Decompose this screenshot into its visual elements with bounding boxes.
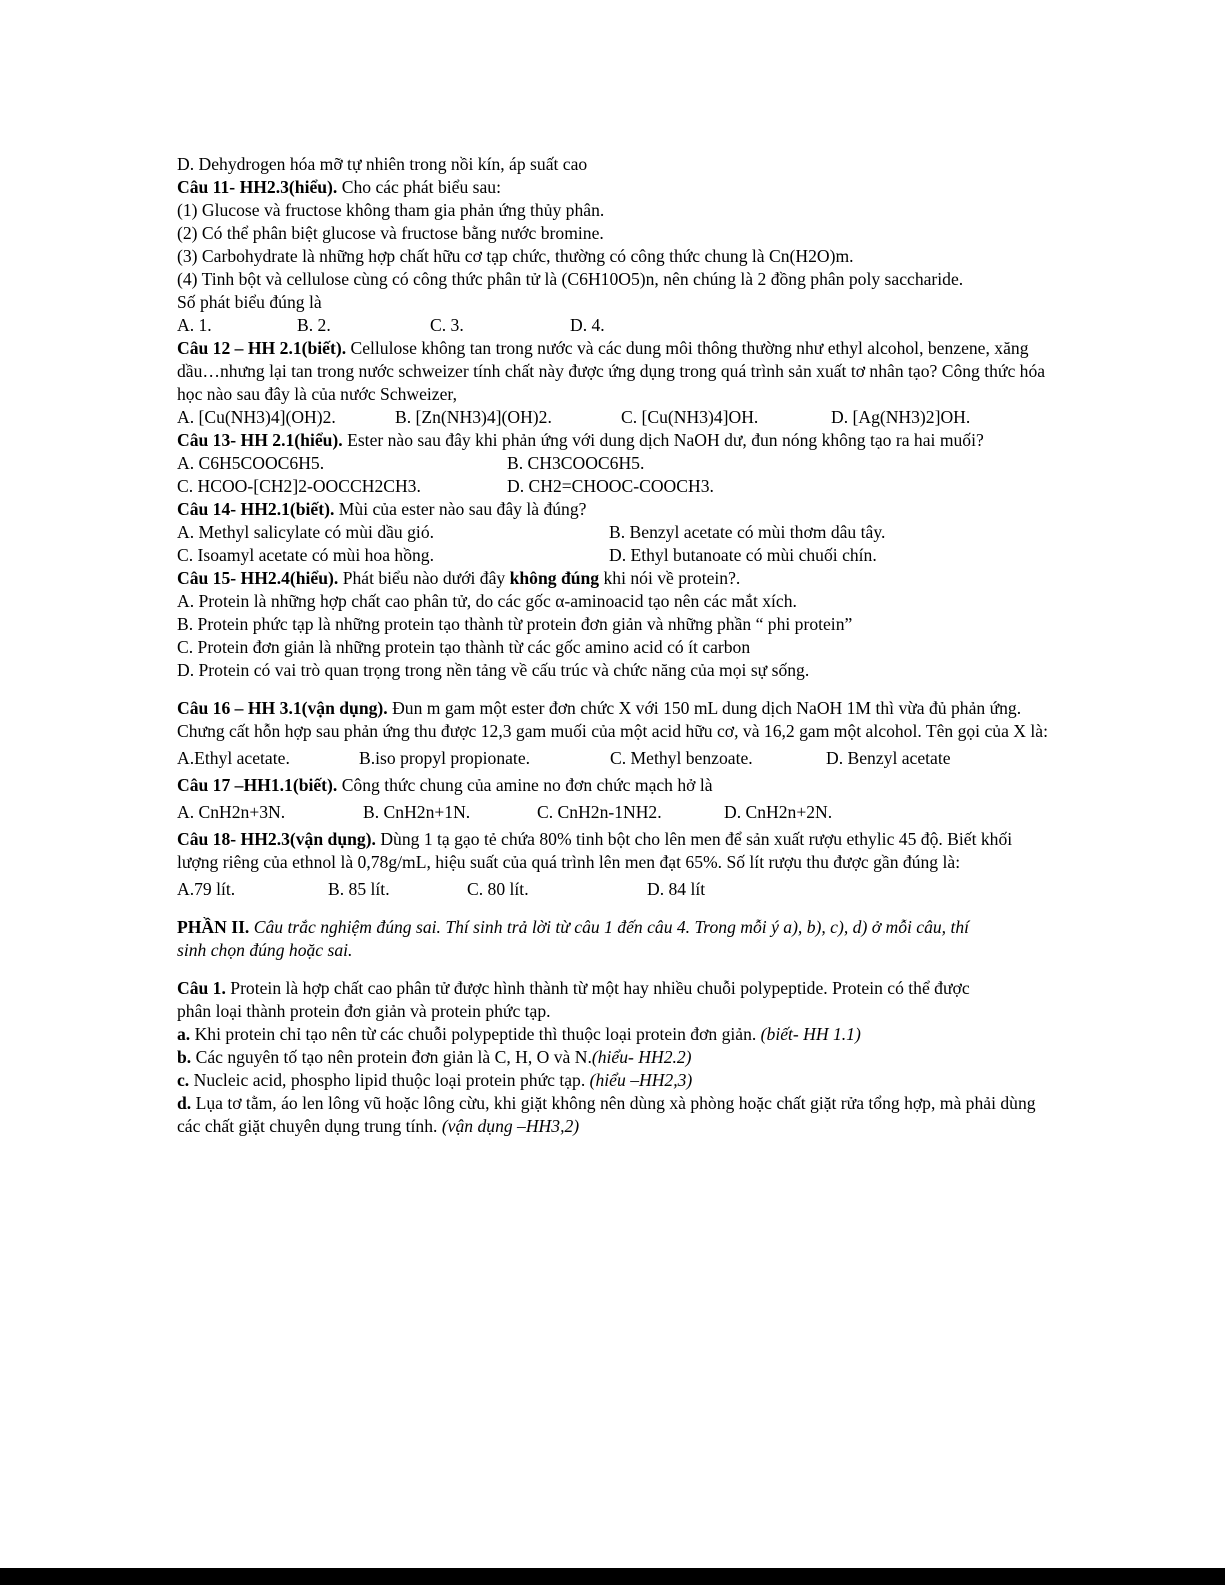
q11-option-c: C. 3. (430, 315, 464, 335)
q15-option-d: D. Protein có vai trò quan trọng trong nền tảng về cấu trúc và chức năng của mọi sự sống. (177, 660, 810, 680)
p2-q1-item-c (177, 1069, 1057, 1092)
q16-option-b: B.iso propyl propionate. (359, 748, 531, 768)
exam-page (177, 153, 1057, 1138)
q14-option-b: B. Benzyl acetate có mùi thơm dâu tây. (609, 522, 886, 542)
p2-q1-b-text: Các nguyên tố tạo nên protein đơn giản là C, H, O và N. (191, 1047, 592, 1067)
q14-options-row-1 (177, 521, 1057, 544)
p2-q1-header (177, 977, 1002, 1023)
q15-option-c: C. Protein đơn giản là những protein tạo thành từ các gốc amino acid có ít carbon (177, 637, 751, 657)
q18-header (177, 828, 1057, 874)
p2-q1-a-tag: (biết- HH 1.1) (760, 1024, 861, 1044)
part2-instructions (177, 916, 977, 962)
q13-option-c: C. HCOO-[CH2]2-OOCCH2CH3. (177, 476, 421, 496)
q15-stem-part-2: khi nói về protein?. (599, 568, 741, 588)
p2-q1-item-b (177, 1046, 1057, 1069)
p2-q1-c-tag: (hiểu –HH2,3) (589, 1070, 693, 1090)
q14-label: Câu 14- HH2.1(biết). (177, 499, 335, 519)
q11-option-b: B. 2. (297, 315, 331, 335)
p2-q1-stem: Protein là hợp chất cao phân tử được hình thành từ một hay nhiều chuỗi polypeptide. Protein có thể được phân loại thành protein đơn giản và protein phức tạp. (177, 978, 970, 1021)
q15-stem-part-1: Phát biểu nào dưới đây (338, 568, 510, 588)
q17-option-d: D. CnH2n+2N. (724, 802, 833, 822)
q18-label: Câu 18- HH2.3(vận dụng). (177, 829, 376, 849)
q12-option-a: A. [Cu(NH3)4](OH)2. (177, 407, 336, 427)
q11-question: Số phát biểu đúng là (177, 292, 322, 312)
q13-option-a: A. C6H5COOC6H5. (177, 453, 325, 473)
q12-options (177, 406, 1057, 429)
q15-stem-emphasis: không đúng (509, 568, 600, 588)
q16-option-a: A.Ethyl acetate. (177, 748, 290, 768)
q17-option-c: C. CnH2n-1NH2. (537, 802, 662, 822)
p2-q1-item-a (177, 1023, 1057, 1046)
q17-stem: Công thức chung của amine no đơn chức mạch hở là (337, 775, 713, 795)
q13-option-d: D. CH2=CHOOC-COOCH3. (507, 476, 714, 496)
q18-option-b: B. 85 lít. (328, 879, 390, 899)
q14-option-a: A. Methyl salicylate có mùi dầu gió. (177, 522, 435, 542)
part2-instruction-text: Câu trắc nghiệm đúng sai. Thí sinh trả lời từ câu 1 đến câu 4. Trong mỗi ý a), b), c), d) ở mỗi câu, thí sinh chọn đúng hoặc sai. (177, 917, 970, 960)
q15-option-b: B. Protein phức tạp là những protein tạo thành từ protein đơn giản và những phần “ phi protein” (177, 614, 853, 634)
q11-statement-2: (2) Có thể phân biệt glucose và fructose bằng nước bromine. (177, 223, 604, 243)
p2-q1-d-tag: (vận dụng –HH3,2) (441, 1116, 580, 1136)
q15-header (177, 567, 1057, 590)
q13-stem: Ester nào sau đây khi phản ứng với dung dịch NaOH dư, đun nóng không tạo ra hai muối? (342, 430, 984, 450)
part2-label: PHẦN II. (177, 917, 250, 937)
p2-q1-b-label: b. (177, 1047, 192, 1067)
q15-label: Câu 15- HH2.4(hiểu). (177, 568, 339, 588)
q11-statement-4: (4) Tinh bột và cellulose cùng có công thức phân tử là (C6H10O5)n, nên chúng là 2 đồng phân poly saccharide. (177, 269, 964, 289)
p2-q1-b-tag: (hiểu- HH2.2) (591, 1047, 692, 1067)
q16-option-d: D. Benzyl acetate (826, 748, 951, 768)
q18-option-a: A.79 lít. (177, 879, 236, 899)
q12-option-b: B. [Zn(NH3)4](OH)2. (395, 407, 552, 427)
q16-options (177, 747, 1057, 770)
q17-options (177, 801, 1057, 824)
q12-stem: Cellulose không tan trong nước và các dung môi thông thường như ethyl alcohol, benzene, xăng dầu…nhưng lại tan trong nước schweizer tính chất này được ứng dụng trong quá trình sản xuất tơ nhân tạo? Công thức hóa học nào sau đây là của nước Schweizer, (177, 338, 1046, 404)
q18-options (177, 878, 1057, 901)
q14-option-d: D. Ethyl butanoate có mùi chuối chín. (609, 545, 877, 565)
p2-q1-c-text: Nucleic acid, phospho lipid thuộc loại protein phức tạp. (189, 1070, 590, 1090)
q14-options-row-2 (177, 544, 1057, 567)
q12-header (177, 337, 1057, 406)
q12-option-d: D. [Ag(NH3)2]OH. (831, 407, 971, 427)
q17-label: Câu 17 –HH1.1(biết). (177, 775, 338, 795)
q16-stem: Đun m gam một ester đơn chức X với 150 mL dung dịch NaOH 1M thì vừa đủ phản ứng. Chưng cất hỗn hợp sau phản ứng thu được 12,3 gam muối của một acid hữu cơ, và 16,2 gam một alcohol. Tên gọi của X là: (177, 698, 1048, 741)
q10-option-d: D. Dehydrogen hóa mỡ tự nhiên trong nồi kín, áp suất cao (177, 154, 588, 174)
p2-q1-d-label: d. (177, 1093, 192, 1113)
q17-option-b: B. CnH2n+1N. (363, 802, 471, 822)
p2-q1-item-d (177, 1092, 1057, 1138)
q17-header (177, 774, 1057, 797)
p2-q1-label: Câu 1. (177, 978, 226, 998)
q13-options-row-2 (177, 475, 1057, 498)
q14-stem: Mùi của ester nào sau đây là đúng? (334, 499, 587, 519)
q11-statement-3: (3) Carbohydrate là những hợp chất hữu cơ tạp chức, thường có công thức chung là Cn(H2O)m. (177, 246, 854, 266)
p2-q1-d-text: Lụa tơ tằm, áo len lông vũ hoặc lông cừu, khi giặt không nên dùng xà phòng hoặc chất giặt rửa tổng hợp, mà phải dùng các chất giặt chuyên dụng trung tính. (177, 1093, 1036, 1136)
q12-label: Câu 12 – HH 2.1(biết). (177, 338, 347, 358)
q14-option-c: C. Isoamyl acetate có mùi hoa hồng. (177, 545, 434, 565)
q14-header (177, 498, 1057, 521)
p2-q1-a-text: Khi protein chỉ tạo nên từ các chuỗi polypeptide thì thuộc loại protein đơn giản. (190, 1024, 761, 1044)
q13-option-b: B. CH3COOC6H5. (507, 453, 645, 473)
p2-q1-a-label: a. (177, 1024, 191, 1044)
q13-header (177, 429, 1057, 452)
q11-option-d: D. 4. (570, 315, 605, 335)
q11-options (177, 314, 1057, 337)
q16-option-c: C. Methyl benzoate. (610, 748, 753, 768)
q11-option-a: A. 1. (177, 315, 212, 335)
q17-option-a: A. CnH2n+3N. (177, 802, 286, 822)
q11-label: Câu 11- HH2.3(hiểu). (177, 177, 338, 197)
q18-option-c: C. 80 lít. (467, 879, 529, 899)
q12-option-c: C. [Cu(NH3)4]OH. (621, 407, 759, 427)
p2-q1-c-label: c. (177, 1070, 190, 1090)
q16-header (177, 697, 1057, 743)
q11-statement-1: (1) Glucose và fructose không tham gia phản ứng thủy phân. (177, 200, 605, 220)
bottom-edge-bar (0, 1568, 1225, 1585)
q16-label: Câu 16 – HH 3.1(vận dụng). (177, 698, 388, 718)
q11-stem: Cho các phát biểu sau: (337, 177, 501, 197)
q13-options-row-1 (177, 452, 1057, 475)
q13-label: Câu 13- HH 2.1(hiểu). (177, 430, 343, 450)
q18-option-d: D. 84 lít (647, 879, 706, 899)
q18-stem: Dùng 1 tạ gạo tẻ chứa 80% tinh bột cho lên men để sản xuất rượu ethylic 45 độ. Biết khối lượng riêng của ethnol là 0,78g/mL, hiệu suất của quá trình lên men đạt 65%. Số lít rượu thu được gần đúng là: (177, 829, 1013, 872)
q11-header (177, 176, 1057, 199)
q15-option-a: A. Protein là những hợp chất cao phân tử, do các gốc α-aminoacid tạo nên các mắt xích. (177, 591, 797, 611)
